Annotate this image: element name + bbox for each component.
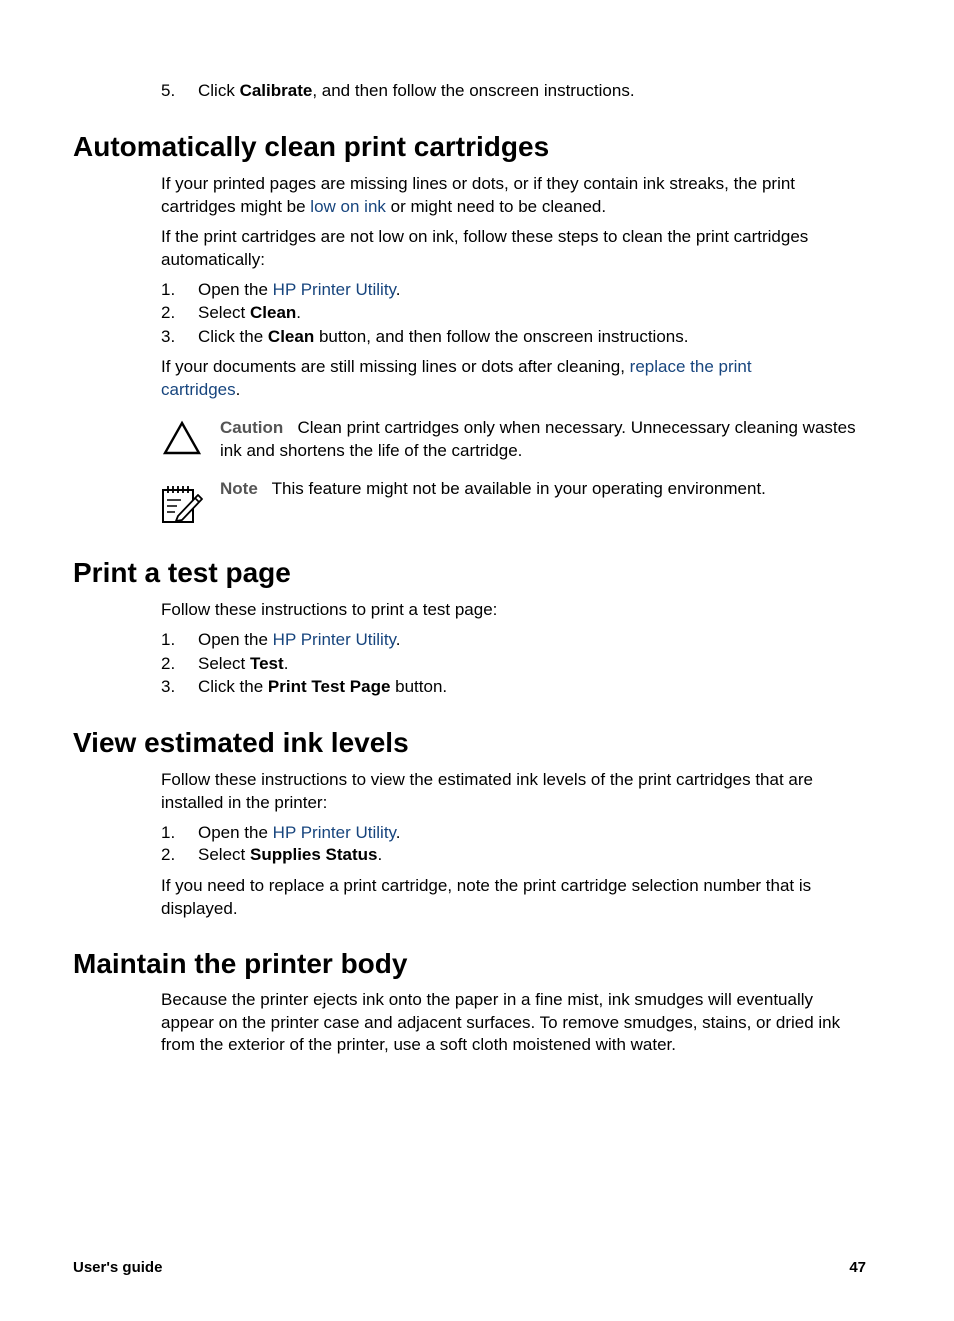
caution-note: Caution Clean print cartridges only when necessary. Unnecessary cleaning wastes ink and shortens the life of the cartridge. <box>220 418 856 460</box>
paragraph: Follow these instructions to print a test page: <box>161 600 498 619</box>
section-heading: Print a test page <box>73 557 291 588</box>
list-item: Click the Print Test Page button. <box>198 677 448 696</box>
warning-triangle-icon <box>162 420 202 456</box>
list-number: 2. <box>161 845 176 864</box>
footer-title: User's guide <box>73 1259 163 1276</box>
hp-printer-utility-link[interactable]: HP Printer Utility <box>272 630 396 649</box>
section-heading: View estimated ink levels <box>73 727 409 758</box>
note-pencil-icon <box>160 483 204 525</box>
list-item: Open the HP Printer Utility. <box>198 630 401 649</box>
list-number: 3. <box>161 327 176 346</box>
section-heading: Automatically clean print cartridges <box>73 131 550 162</box>
paragraph: If you need to replace a print cartridge, note the print cartridge selection number that is displayed. <box>161 876 812 918</box>
hp-printer-utility-link[interactable]: HP Printer Utility <box>272 280 396 299</box>
paragraph: Because the printer ejects ink onto the paper in a fine mist, ink smudges will eventually appear on the printer case and adjacent surfaces. To remove smudges, stains, or dried ink from the exterior of the printer, use a soft cloth moistened with water. <box>161 990 841 1054</box>
note-label: Note <box>220 479 258 498</box>
paragraph: Follow these instructions to view the estimated ink levels of the print cartridges that are installed in the printer: <box>161 770 813 812</box>
list-number: 5. <box>161 81 176 100</box>
list-number: 1. <box>161 630 176 649</box>
list-item: Open the HP Printer Utility. <box>198 280 401 299</box>
list-number: 2. <box>161 303 176 322</box>
section-heading: Maintain the printer body <box>73 948 408 979</box>
list-number: 1. <box>161 823 176 842</box>
list-number: 2. <box>161 654 176 673</box>
list-item: Select Clean. <box>198 303 302 322</box>
list-item: Click Calibrate, and then follow the onscreen instructions. <box>198 81 635 100</box>
replace-cartridges-link[interactable]: replace the print cartridges <box>161 357 752 399</box>
page-number: 47 <box>849 1259 866 1276</box>
caution-label: Caution <box>220 418 284 437</box>
paragraph: If the print cartridges are not low on ink, follow these steps to clean the print cartridges automatically: <box>161 227 809 269</box>
list-item: Select Test. <box>198 654 289 673</box>
low-on-ink-link[interactable]: low on ink <box>310 196 386 216</box>
list-item: Click the Clean button, and then follow the onscreen instructions. <box>198 327 689 346</box>
list-item: Open the HP Printer Utility. <box>198 823 401 842</box>
note: Note This feature might not be available in your operating environment. <box>220 479 766 498</box>
list-number: 1. <box>161 280 176 299</box>
list-item: Select Supplies Status. <box>198 845 383 864</box>
paragraph: If your documents are still missing lines or dots after cleaning, replace the print cartridges. <box>161 357 752 399</box>
paragraph: If your printed pages are missing lines or dots, or if they contain ink streaks, the print cartridges might be low on ink or might need to be cleaned. <box>161 174 796 216</box>
list-number: 3. <box>161 677 176 696</box>
hp-printer-utility-link[interactable]: HP Printer Utility <box>272 823 396 842</box>
